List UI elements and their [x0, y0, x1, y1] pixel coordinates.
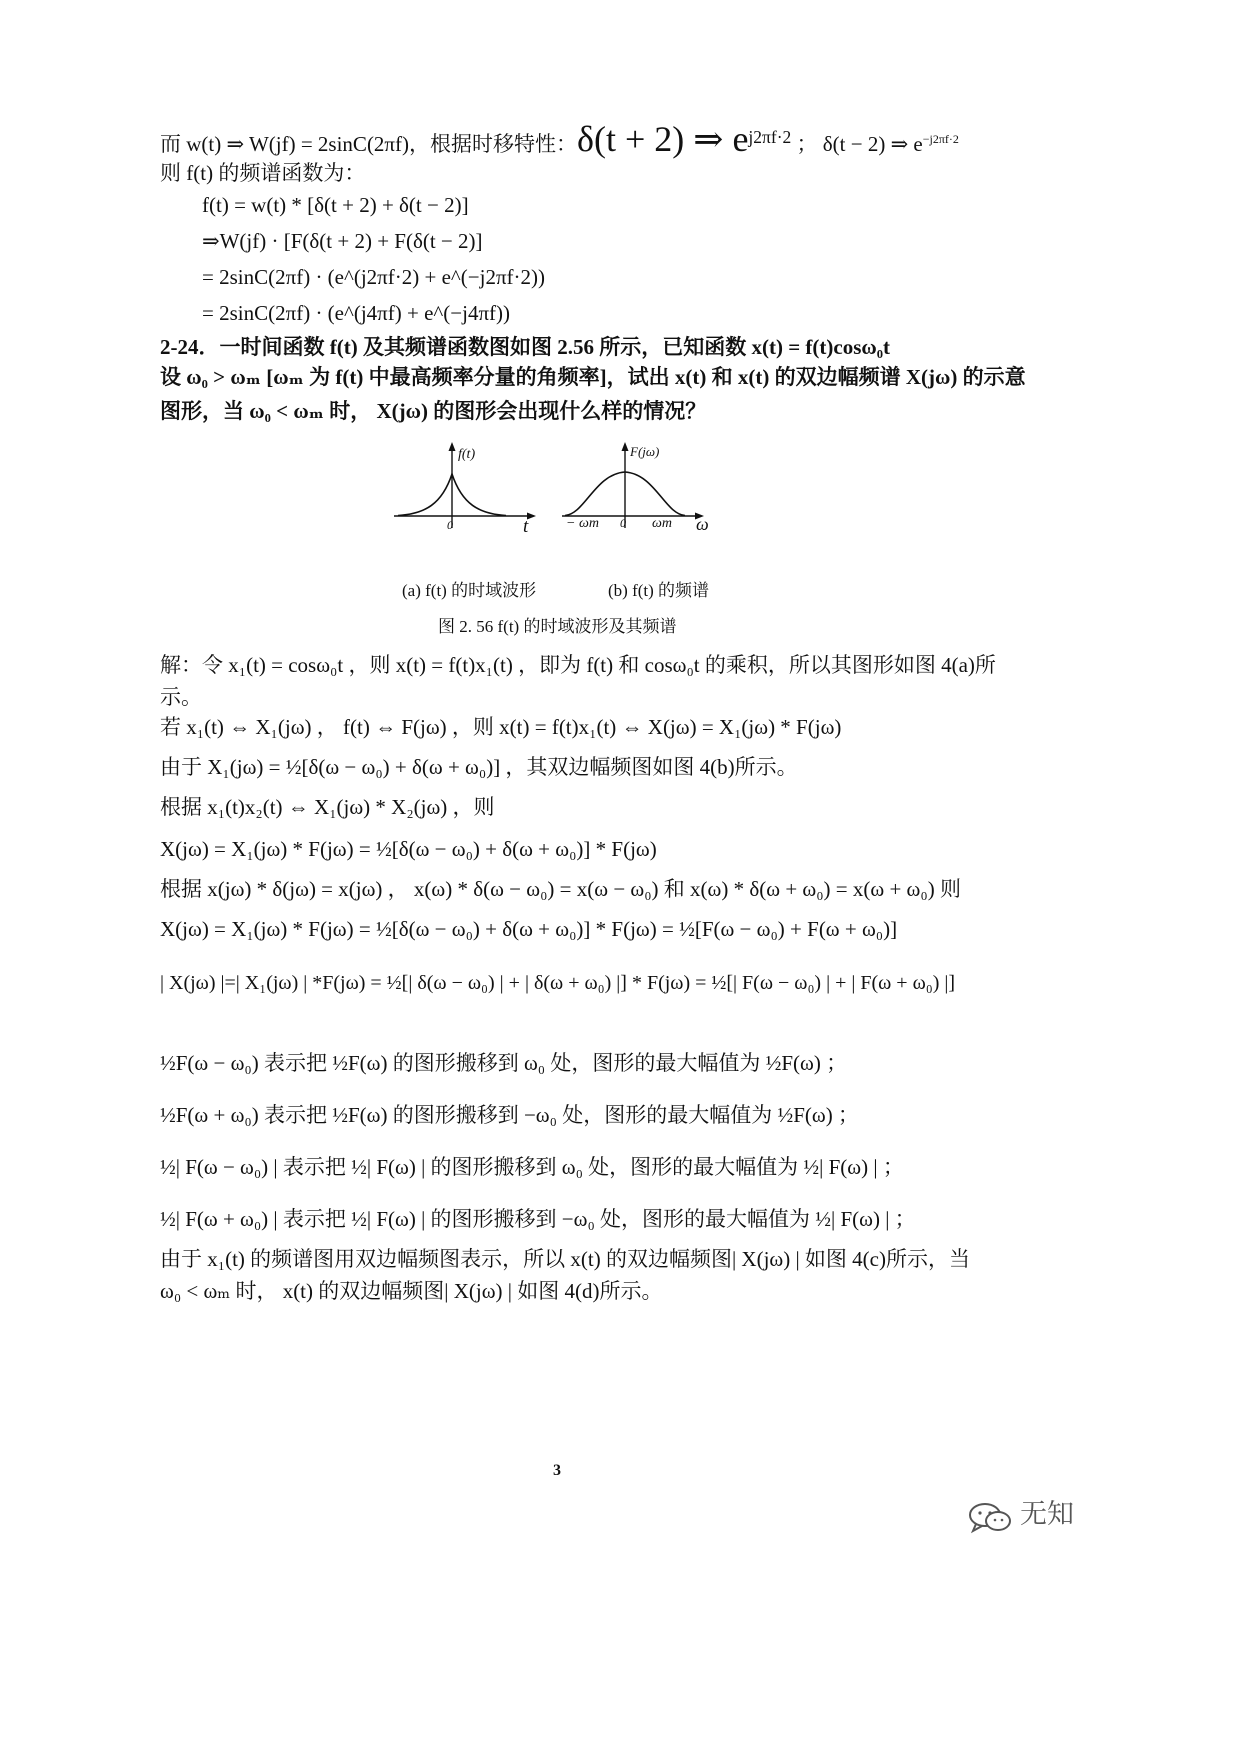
figure-b-y-axis-arrow	[622, 442, 629, 451]
solution-line: 解：令 x₁(t) = cosω₀t ，则 x(t) = f(t)x₁(t) ，即为 f(t) 和 cosω₀t 的乘积，所以其图形如图 4(a)所	[160, 653, 996, 677]
figure-a-y-axis-arrow	[449, 442, 456, 451]
solution-line: X(jω) = X₁(jω) * F(jω) = ½[δ(ω − ω₀) + δ(ω + ω₀)] * F(jω) = ½[F(ω − ω₀) + F(ω + ω₀)]	[160, 917, 898, 941]
line-spectrum-intro: 则 f(t) 的频谱函数为：	[160, 161, 366, 185]
timeshift-minus-text: ； δ(t − 2) ⇒ e	[796, 132, 923, 156]
solution-line: ½F(ω + ω₀) 表示把 ½F(ω) 的图形搬移到 −ω₀ 处，图形的最大幅值为 ½F(ω) ；	[160, 1103, 859, 1127]
figure-a-xlabel: t	[523, 516, 529, 537]
watermark-text: 无知	[1020, 1499, 1074, 1530]
problem-line-1: 2-24．一时间函数 f(t) 及其频谱函数图如图 2.56 所示，已知函数 x(t) = f(t)cosω₀t	[160, 335, 891, 359]
page-number: 3	[553, 1462, 561, 1479]
timeshift-minus-exponent: −j2πf·2	[922, 132, 959, 146]
figure-b-xlabel: ω	[696, 514, 709, 534]
solution-line: | X(jω) |=| X₁(jω) | *F(jω) = ½[| δ(ω − ω₀) | + | δ(ω + ω₀) |] * F(jω) = ½[| F(ω − ω₀) | + | F(ω + ω₀) |]	[160, 972, 956, 994]
figure-b-neg-omega-m: − ωm	[566, 516, 599, 531]
solution-line: 根据 x₁(t)x₂(t) ⇔ X₁(jω) * X₂(jω) ，则	[160, 795, 495, 819]
figure-b-caption: (b) f(t) 的频谱	[608, 581, 710, 600]
figure-b-origin-label: 0	[620, 516, 626, 530]
timeshift-plus-text: δ(t + 2) ⇒ e	[577, 119, 749, 159]
equation-2: ⇒W(jf) · [F(δ(t + 2) + F(δ(t − 2)]	[202, 229, 483, 253]
problem-line-2: 设 ω₀ > ωₘ [ωₘ 为 f(t) 中最高频率分量的角频率]，试出 x(t) 和 x(t) 的双边幅频谱 X(jω) 的示意	[160, 365, 1026, 389]
solution-line: 根据 x(jω) * δ(jω) = x(jω) ， x(ω) * δ(ω − ω₀) = x(ω − ω₀) 和 x(ω) * δ(ω + ω₀) = x(ω + ω₀) 则	[160, 877, 961, 901]
figure-a-time-waveform	[390, 436, 550, 546]
figure-b-pos-omega-m: ωm	[652, 516, 672, 531]
solution-line: ω₀ < ωₘ 时， x(t) 的双边幅频图| X(jω) | 如图 4(d)所示。	[160, 1279, 663, 1303]
line-w-transform	[160, 119, 1240, 159]
solution-line: 由于 X₁(jω) = ½[δ(ω − ω₀) + δ(ω + ω₀)] ，其双边幅频图如图 4(b)所示。	[160, 755, 798, 779]
figure-a-caption: (a) f(t) 的时域波形	[402, 581, 537, 600]
figure-a-ylabel: f(t)	[458, 447, 476, 462]
figure-b-spectrum	[560, 436, 720, 546]
problem-line-3: 图形，当 ω₀ < ωₘ 时， X(jω) 的图形会出现什么样的情况？	[160, 399, 707, 423]
solution-line: 示。	[160, 685, 202, 709]
equation-1: f(t) = w(t) * [δ(t + 2) + δ(t − 2)]	[202, 193, 469, 217]
figure-b-ylabel: F(jω)	[630, 444, 660, 459]
equation-4: = 2sinC(2πf) · (e^(j4πf) + e^(−j4πf))	[202, 301, 511, 325]
wechat-icon	[966, 1500, 1016, 1536]
solution-line: X(jω) = X₁(jω) * F(jω) = ½[δ(ω − ω₀) + δ(ω + ω₀)] * F(jω)	[160, 837, 657, 861]
equation-3: = 2sinC(2πf) · (e^(j2πf·2) + e^(−j2πf·2))	[202, 265, 546, 289]
figure-title: 图 2. 56 f(t) 的时域波形及其频谱	[438, 617, 677, 636]
solution-line: ½| F(ω − ω₀) | 表示把 ½| F(ω) | 的图形搬移到 ω₀ 处，图形的最大幅值为 ½| F(ω) | ；	[160, 1155, 904, 1179]
solution-line: 若 x₁(t) ⇔ X₁(jω) ， f(t) ⇔ F(jω) ，则 x(t) = f(t)x₁(t) ⇔ X(jω) = X₁(jω) * F(jω)	[160, 715, 842, 739]
figure-a-t-axis-arrow	[527, 513, 536, 520]
solution-line: ½F(ω − ω₀) 表示把 ½F(ω) 的图形搬移到 ω₀ 处，图形的最大幅值为 ½F(ω) ；	[160, 1051, 848, 1075]
solution-line: ½| F(ω + ω₀) | 表示把 ½| F(ω) | 的图形搬移到 −ω₀ 处，图形的最大幅值为 ½| F(ω) | ；	[160, 1207, 916, 1231]
timeshift-plus-exponent: j2πf·2	[748, 127, 792, 147]
figure-a-origin-label: 0	[447, 518, 453, 532]
w-transform-text: 而 w(t) ⇒ W(jf) = 2sinC(2πf)，根据时移特性：	[160, 132, 578, 156]
solution-line: 由于 x₁(t) 的频谱图用双边幅频图表示，所以 x(t) 的双边幅频图| X(jω) | 如图 4(c)所示，当	[160, 1247, 970, 1271]
